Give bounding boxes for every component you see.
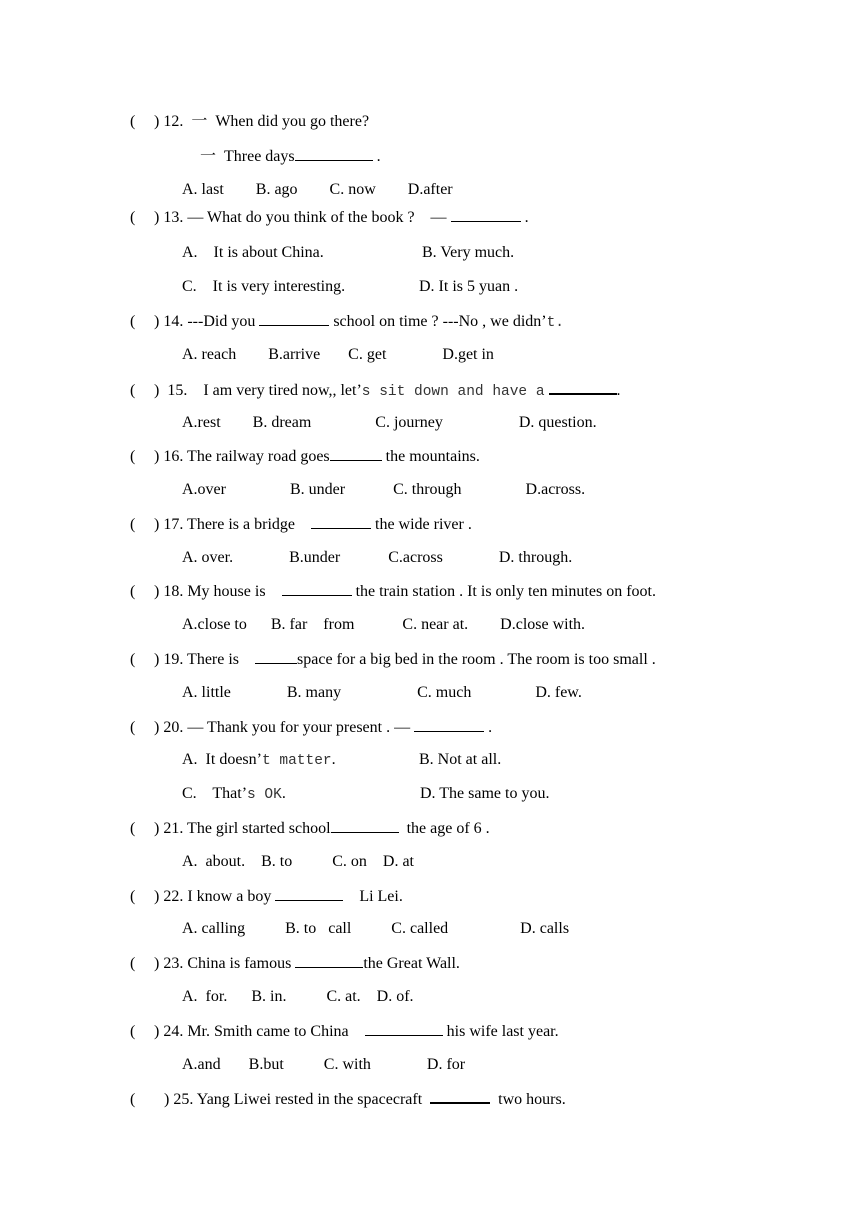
q13-option-c: C. It is very interesting. xyxy=(182,278,346,295)
q20-option-c: C. That’s OK. xyxy=(182,785,286,803)
q15-options: A.rest B. dream C. journey D. question. xyxy=(182,414,597,431)
answer-bracket[interactable]: ( xyxy=(130,516,136,533)
blank-line[interactable] xyxy=(549,379,617,395)
q12-stem: ( ) 12. 一 When did you go there? xyxy=(130,113,370,130)
q20-stem: ( ) 20. — Thank you for your present . — . xyxy=(130,719,493,736)
answer-bracket[interactable]: ( xyxy=(130,955,136,972)
q18-options: A.close to B. far from C. near at. D.close with. xyxy=(182,616,586,633)
answer-bracket[interactable]: ( xyxy=(130,1023,136,1040)
blank-line[interactable] xyxy=(282,581,352,596)
q22-options: A. calling B. to call C. called D. calls xyxy=(182,920,570,937)
q13-option-a: A. It is about China. xyxy=(182,244,324,261)
blank-line[interactable] xyxy=(331,818,399,833)
q20-option-d: D. The same to you. xyxy=(420,785,550,802)
q24-options: A.and B.but C. with D. for xyxy=(182,1056,466,1073)
q16-stem: ( ) 16. The railway road goes the mountains. xyxy=(130,448,480,465)
answer-bracket[interactable]: ( xyxy=(130,888,136,905)
blank-line[interactable] xyxy=(414,717,484,732)
q13-stem: ( ) 13. — What do you think of the book ? — . xyxy=(130,209,529,226)
blank-line[interactable] xyxy=(430,1088,490,1104)
q24-stem: ( ) 24. Mr. Smith came to China his wife last year. xyxy=(130,1023,559,1040)
q19-options: A. little B. many C. much D. few. xyxy=(182,684,582,701)
q25-stem: ( ) 25. Yang Liwei rested in the spacecraft two hours. xyxy=(130,1088,566,1110)
q19-stem: ( ) 19. There is space for a big bed in the room . The room is too small . xyxy=(130,651,656,668)
answer-bracket[interactable]: ( xyxy=(130,719,136,736)
blank-line[interactable] xyxy=(311,514,371,529)
blank-line[interactable] xyxy=(275,886,343,901)
answer-bracket[interactable]: ( xyxy=(130,113,136,130)
answer-bracket[interactable]: ( xyxy=(130,209,136,226)
q20-option-b: B. Not at all. xyxy=(419,751,502,768)
q16-options: A.over B. under C. through D.across. xyxy=(182,481,586,498)
answer-bracket[interactable]: ( xyxy=(130,448,136,465)
q23-options: A. for. B. in. C. at. D. of. xyxy=(182,988,414,1005)
q18-stem: ( ) 18. My house is the train station . It is only ten minutes on foot. xyxy=(130,583,656,600)
answer-bracket[interactable]: ( xyxy=(130,583,136,600)
q13-option-d: D. It is 5 yuan . xyxy=(419,278,519,295)
blank-line[interactable] xyxy=(365,1021,443,1036)
blank-line[interactable] xyxy=(451,207,521,222)
q17-options: A. over. B.under C.across D. through. xyxy=(182,549,573,566)
q21-stem: ( ) 21. The girl started school the age of 6 . xyxy=(130,820,490,837)
q14-options: A. reach B.arrive C. get D.get in xyxy=(182,346,494,363)
q20-option-a: A. It doesn’t matter. xyxy=(182,751,336,769)
q17-stem: ( ) 17. There is a bridge the wide river . xyxy=(130,516,472,533)
answer-bracket[interactable]: ( xyxy=(130,820,136,837)
answer-bracket[interactable]: ( xyxy=(130,1091,136,1108)
blank-line[interactable] xyxy=(259,311,329,326)
blank-line[interactable] xyxy=(255,649,297,664)
answer-bracket[interactable]: ( xyxy=(130,313,136,330)
q21-options: A. about. B. to C. on D. at xyxy=(182,853,414,870)
q12-line2: 一 Three days . xyxy=(200,148,381,165)
blank-line[interactable] xyxy=(330,446,382,461)
blank-line[interactable] xyxy=(295,953,363,968)
q12-options: A. last B. ago C. now D.after xyxy=(182,181,453,198)
q13-option-b: B. Very much. xyxy=(422,244,515,261)
answer-bracket[interactable]: ( xyxy=(130,382,136,399)
answer-bracket[interactable]: ( xyxy=(130,651,136,668)
q23-stem: ( ) 23. China is famous the Great Wall. xyxy=(130,955,460,972)
q15-stem: ( ) 15. I am very tired now,, let’s sit down and have a . xyxy=(130,379,621,402)
q22-stem: ( ) 22. I know a boy Li Lei. xyxy=(130,888,403,905)
blank-line[interactable] xyxy=(295,146,373,161)
q14-stem: ( ) 14. ---Did you school on time ? ---No , we didn’t. xyxy=(130,313,564,331)
